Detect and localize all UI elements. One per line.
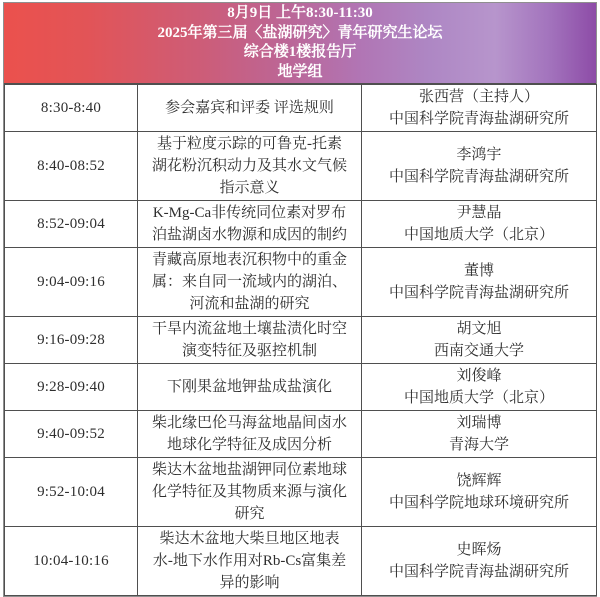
presenter-cell bbox=[362, 85, 597, 132]
schedule-row bbox=[5, 317, 597, 364]
presenter-name: 张西营（主持人） bbox=[418, 89, 539, 105]
time-cell: 9:40-09:52 bbox=[5, 411, 138, 458]
presenter-affiliation: 中国科学院青海盐湖研究所 bbox=[388, 111, 569, 127]
talk-title-cell: 参会嘉宾和评委 评选规则 bbox=[138, 85, 362, 132]
presenter-affiliation: 中国科学院地球环境研究所 bbox=[388, 495, 569, 511]
banner-venue: 综合楼1楼报告厅 bbox=[243, 44, 357, 60]
schedule-row bbox=[5, 201, 597, 248]
presenter-cell bbox=[362, 248, 597, 317]
presenter-affiliation: 中国地质大学（北京） bbox=[403, 390, 554, 406]
talk-title-cell: 下刚果盆地钾盐成盐演化 bbox=[138, 364, 362, 411]
time-cell: 9:04-09:16 bbox=[5, 248, 138, 317]
schedule-row bbox=[5, 527, 597, 596]
presenter-affiliation: 青海大学 bbox=[448, 437, 509, 453]
presenter-cell bbox=[362, 132, 597, 201]
presenter-affiliation: 中国科学院青海盐湖研究所 bbox=[388, 169, 569, 185]
schedule-row bbox=[5, 364, 597, 411]
schedule-body bbox=[5, 85, 597, 596]
talk-title-cell: 柴达木盆地盐湖钾同位素地球化学特征及其物质来源与演化研究 bbox=[138, 458, 362, 527]
time-cell: 8:30-8:40 bbox=[5, 85, 138, 132]
time-cell: 10:04-10:16 bbox=[5, 527, 138, 596]
banner-forum-title: 2025年第三届〈盐湖研究〉青年研究生论坛 bbox=[157, 24, 443, 41]
session-banner bbox=[4, 3, 596, 84]
presenter-name: 饶辉辉 bbox=[456, 473, 502, 489]
schedule-row bbox=[5, 248, 597, 317]
presenter-name: 尹慧晶 bbox=[456, 205, 502, 221]
presenter-cell bbox=[362, 411, 597, 458]
presenter-affiliation: 西南交通大学 bbox=[433, 343, 524, 359]
time-cell: 8:52-09:04 bbox=[5, 201, 138, 248]
presenter-affiliation: 中国科学院青海盐湖研究所 bbox=[388, 285, 569, 301]
schedule-row bbox=[5, 132, 597, 201]
talk-title-cell: 柴北缘巴伦马海盆地晶间卤水地球化学特征及成因分析 bbox=[138, 411, 362, 458]
schedule-row bbox=[5, 458, 597, 527]
schedule-row bbox=[5, 85, 597, 132]
talk-title-cell: 干旱内流盆地土壤盐渍化时空演变特征及驱控机制 bbox=[138, 317, 362, 364]
talk-title-cell: 柴达木盆地大柴旦地区地表水-地下水作用对Rb-Cs富集差异的影响 bbox=[138, 527, 362, 596]
presenter-cell bbox=[362, 527, 597, 596]
time-cell: 9:52-10:04 bbox=[5, 458, 138, 527]
presenter-name: 刘俊峰 bbox=[456, 368, 502, 384]
presenter-name: 董博 bbox=[463, 263, 494, 279]
schedule-row bbox=[5, 411, 597, 458]
time-cell: 8:40-08:52 bbox=[5, 132, 138, 201]
presenter-affiliation: 中国科学院青海盐湖研究所 bbox=[388, 564, 569, 580]
banner-datetime: 8月9日 上午8:30-11:30 bbox=[227, 5, 373, 21]
schedule-table bbox=[4, 84, 597, 596]
talk-title-cell: 基于粒度示踪的可鲁克-托素湖花粉沉积动力及其水文气候指示意义 bbox=[138, 132, 362, 201]
session-sheet bbox=[3, 2, 597, 597]
presenter-cell bbox=[362, 364, 597, 411]
presenter-affiliation: 中国地质大学（北京） bbox=[403, 227, 554, 243]
presenter-name: 李鸿宇 bbox=[456, 147, 502, 163]
time-cell: 9:16-09:28 bbox=[5, 317, 138, 364]
presenter-cell bbox=[362, 317, 597, 364]
talk-title-cell: 青藏高原地表沉积物中的重金属：来自同一流域内的湖泊、河流和盐湖的研究 bbox=[138, 248, 362, 317]
presenter-cell bbox=[362, 201, 597, 248]
time-cell: 9:28-09:40 bbox=[5, 364, 138, 411]
presenter-name: 史晖炀 bbox=[456, 542, 502, 558]
talk-title-cell: K-Mg-Ca非传统同位素对罗布泊盐湖卤水物源和成因的制约 bbox=[138, 201, 362, 248]
presenter-name: 胡文旭 bbox=[456, 321, 502, 337]
banner-session-group: 地学组 bbox=[277, 63, 323, 80]
presenter-cell bbox=[362, 458, 597, 527]
presenter-name: 刘瑞博 bbox=[456, 415, 502, 431]
